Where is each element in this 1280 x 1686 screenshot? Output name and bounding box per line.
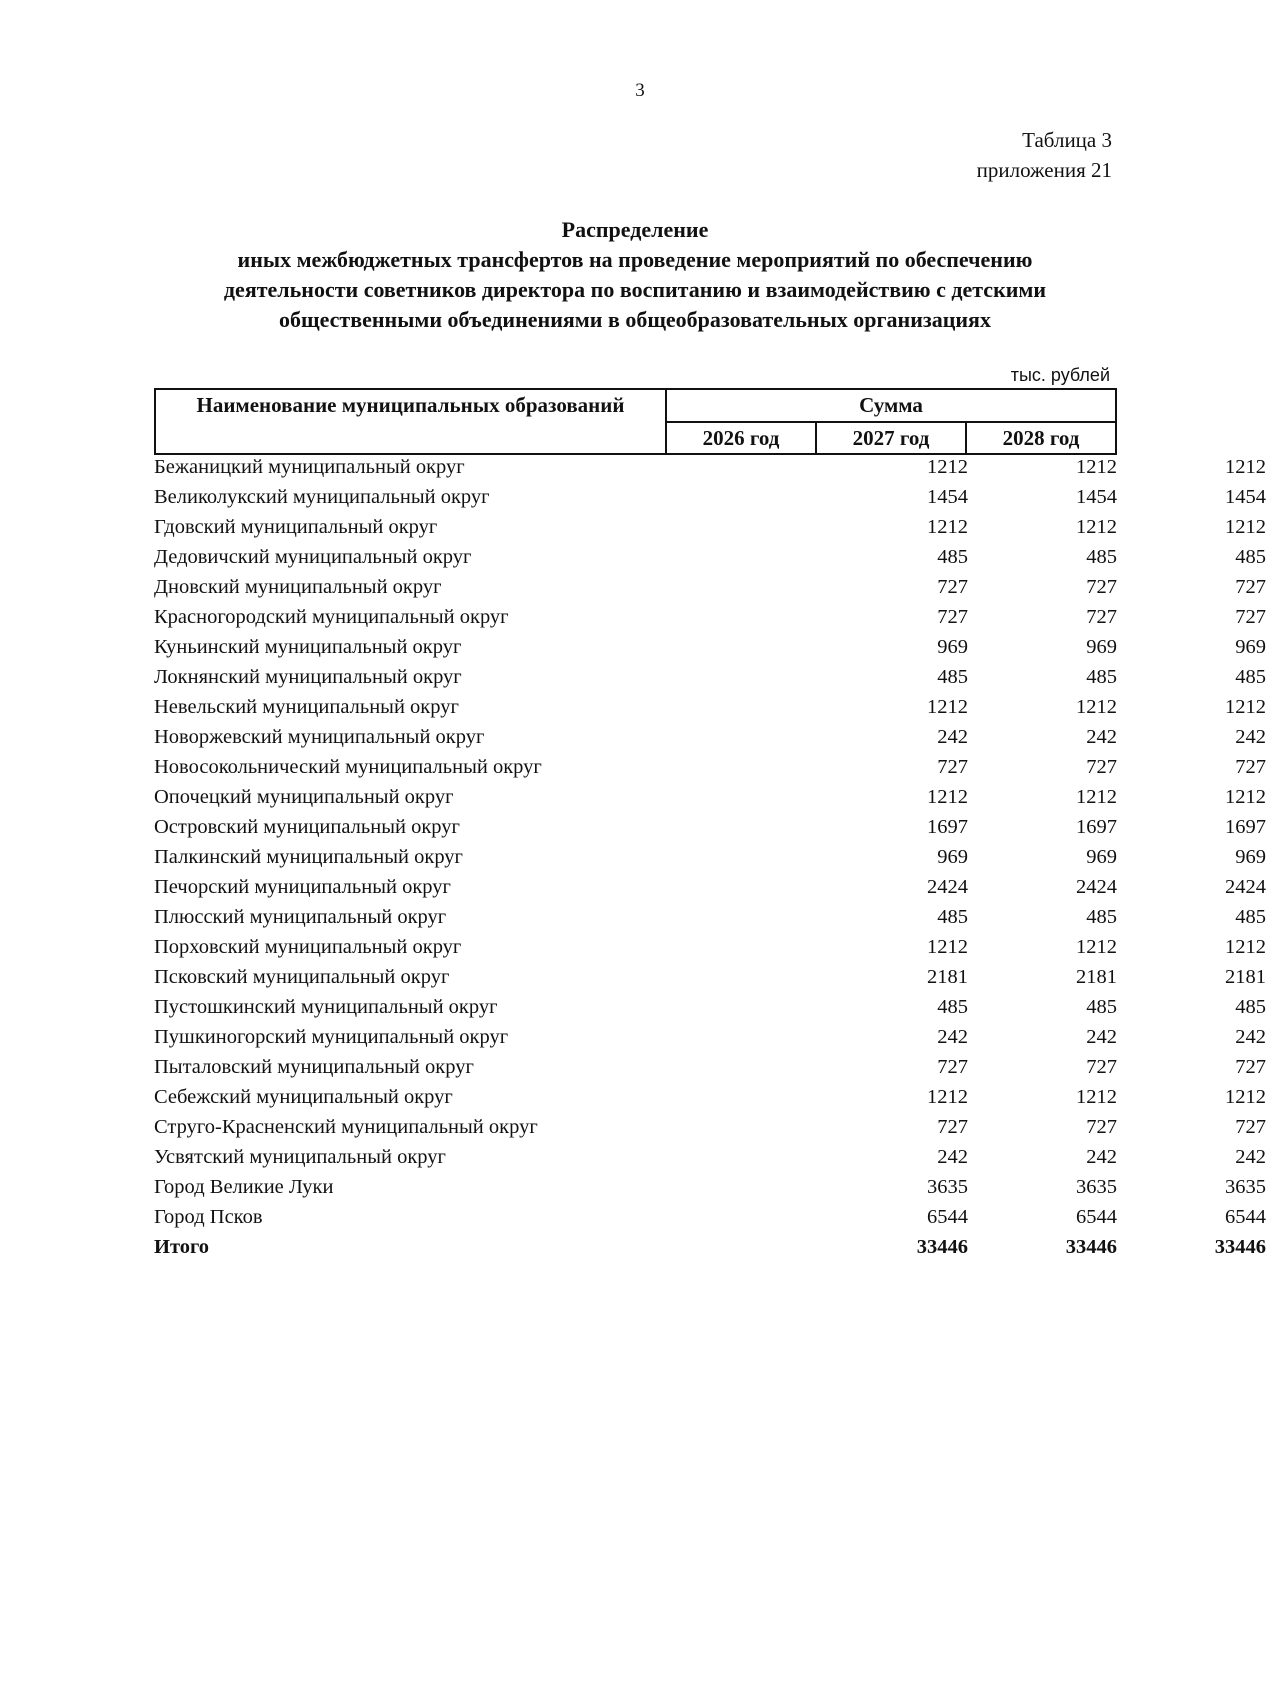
- amount-2028: 1212: [1225, 696, 1266, 718]
- amount-2026: 2181: [927, 966, 968, 988]
- amount-2028: 727: [1235, 576, 1266, 598]
- municipality-name: Дновский муниципальный округ: [154, 576, 442, 598]
- amount-2027: 727: [1086, 576, 1117, 598]
- header-year-2026: 2026 год: [666, 422, 816, 454]
- amount-2026: 727: [937, 1056, 968, 1078]
- amount-2026: 1212: [927, 786, 968, 808]
- amount-2028: 727: [1235, 1056, 1266, 1078]
- municipality-name: Гдовский муниципальный округ: [154, 516, 438, 538]
- amount-2026: 242: [937, 1146, 968, 1168]
- amount-2028: 1212: [1225, 936, 1266, 958]
- municipality-name: Город Великие Луки: [154, 1176, 334, 1198]
- table-row: [154, 962, 1266, 992]
- amount-2027: 1212: [1076, 456, 1117, 478]
- amount-2028: 6544: [1225, 1206, 1266, 1228]
- table-row: [154, 842, 1266, 872]
- header-name-column: Наименование муниципальных образований: [155, 389, 666, 454]
- amount-2026: 2424: [927, 876, 968, 898]
- municipality-name: Куньинский муниципальный округ: [154, 636, 462, 658]
- amount-2027: 3635: [1076, 1176, 1117, 1198]
- municipality-name: Невельский муниципальный округ: [154, 696, 459, 718]
- amount-2027: 1697: [1076, 816, 1117, 838]
- total-label: Итого: [154, 1236, 210, 1258]
- amount-2028: 242: [1235, 1146, 1266, 1168]
- amount-2028: 485: [1235, 666, 1266, 688]
- amount-2028: 242: [1235, 1026, 1266, 1048]
- table-row: [154, 1142, 1266, 1172]
- total-row: [154, 1232, 1266, 1262]
- municipality-name: Город Псков: [154, 1206, 263, 1228]
- amount-2027: 242: [1086, 1026, 1117, 1048]
- appendix-number: приложения 21: [976, 158, 1112, 182]
- municipality-name: Пушкиногорский муниципальный округ: [154, 1026, 509, 1048]
- amount-2026: 1212: [927, 696, 968, 718]
- table-row: [154, 1082, 1266, 1112]
- amount-2028: 3635: [1225, 1176, 1266, 1198]
- amount-2027: 1212: [1076, 1086, 1117, 1108]
- table-row: [154, 752, 1266, 782]
- municipality-name: Усвятский муниципальный округ: [154, 1146, 446, 1168]
- amount-2026: 1697: [927, 816, 968, 838]
- municipality-name: Новоржевский муниципальный округ: [154, 726, 485, 748]
- table-row: [154, 1052, 1266, 1082]
- amount-2026: 242: [937, 1026, 968, 1048]
- amount-2028: 2424: [1225, 876, 1266, 898]
- table-row: [154, 932, 1266, 962]
- amount-2028: 485: [1235, 546, 1266, 568]
- table-row: [154, 1022, 1266, 1052]
- amount-2028: 485: [1235, 996, 1266, 1018]
- title-line-2: иных межбюджетных трансфертов на проведение мероприятий по обеспечению: [237, 247, 1033, 272]
- table-body: [154, 452, 1266, 1262]
- amount-2028: 727: [1235, 1116, 1266, 1138]
- header-year-2027: 2027 год: [816, 422, 966, 454]
- municipality-name: Красногородский муниципальный округ: [154, 606, 509, 628]
- amount-2028: 969: [1235, 846, 1266, 868]
- municipality-name: Опочецкий муниципальный округ: [154, 786, 454, 808]
- amount-2026: 485: [937, 906, 968, 928]
- table-row: [154, 512, 1266, 542]
- amount-2027: 727: [1086, 606, 1117, 628]
- amount-2026: 485: [937, 546, 968, 568]
- amount-2027: 727: [1086, 1056, 1117, 1078]
- municipality-name: Пустошкинский муниципальный округ: [154, 996, 498, 1018]
- table-row: [154, 482, 1266, 512]
- amount-2026: 1212: [927, 936, 968, 958]
- amount-2026: 1454: [927, 486, 968, 508]
- amount-2027: 485: [1086, 546, 1117, 568]
- amount-2027: 6544: [1076, 1206, 1117, 1228]
- amount-2028: 727: [1235, 756, 1266, 778]
- municipality-name: Струго-Красненский муниципальный округ: [154, 1116, 538, 1138]
- municipality-name: Дедовичский муниципальный округ: [154, 546, 472, 568]
- amount-2028: 727: [1235, 606, 1266, 628]
- municipality-name: Плюсский муниципальный округ: [154, 906, 447, 928]
- amount-2028: 485: [1235, 906, 1266, 928]
- municipality-name: Себежский муниципальный округ: [154, 1086, 453, 1108]
- amount-2027: 1212: [1076, 936, 1117, 958]
- amount-2028: 1212: [1225, 1086, 1266, 1108]
- amount-2026: 727: [937, 576, 968, 598]
- amount-2028: 2181: [1225, 966, 1266, 988]
- table-header: [154, 388, 1117, 455]
- table-row: [154, 1172, 1266, 1202]
- amount-2028: 1454: [1225, 486, 1266, 508]
- municipality-name: Великолукский муниципальный округ: [154, 486, 490, 508]
- header-year-2028: 2028 год: [966, 422, 1116, 454]
- amount-2027: 33446: [1065, 1236, 1117, 1258]
- municipality-name: Печорский муниципальный округ: [154, 876, 451, 898]
- table-row: [154, 452, 1266, 482]
- table-row: [154, 632, 1266, 662]
- document-title: [130, 215, 1140, 335]
- amount-2027: 1212: [1076, 696, 1117, 718]
- amount-2026: 1212: [927, 516, 968, 538]
- amount-2027: 1212: [1076, 516, 1117, 538]
- table-row: [154, 812, 1266, 842]
- amount-2028: 1697: [1225, 816, 1266, 838]
- amount-2026: 1212: [927, 1086, 968, 1108]
- amount-2028: 1212: [1225, 456, 1266, 478]
- title-line-3: деятельности советников директора по воспитанию и взаимодействию с детскими: [223, 277, 1047, 302]
- page-number: 3: [635, 80, 645, 101]
- table-number: Таблица 3: [1022, 128, 1112, 152]
- municipality-name: Палкинский муниципальный округ: [154, 846, 463, 868]
- municipality-name: Бежаницкий муниципальный округ: [154, 456, 465, 478]
- amount-2028: 969: [1235, 636, 1266, 658]
- amount-2028: 1212: [1225, 516, 1266, 538]
- municipality-name: Псковский муниципальный округ: [154, 966, 450, 988]
- municipality-name: Новосокольнический муниципальный округ: [154, 756, 542, 778]
- title-line-4: общественными объединениями в общеобразовательных организациях: [279, 307, 991, 332]
- amount-2026: 1212: [927, 456, 968, 478]
- amount-2026: 969: [937, 636, 968, 658]
- table-row: [154, 872, 1266, 902]
- table-row: [154, 722, 1266, 752]
- amount-2026: 242: [937, 726, 968, 748]
- amount-2027: 969: [1086, 846, 1117, 868]
- table-row: [154, 1112, 1266, 1142]
- amount-2026: 727: [937, 606, 968, 628]
- municipality-name: Порховский муниципальный округ: [154, 936, 462, 958]
- amount-2027: 242: [1086, 726, 1117, 748]
- amount-2027: 1212: [1076, 786, 1117, 808]
- table-row: [154, 542, 1266, 572]
- amount-2027: 242: [1086, 1146, 1117, 1168]
- amount-2027: 969: [1086, 636, 1117, 658]
- amount-2026: 969: [937, 846, 968, 868]
- amount-2027: 485: [1086, 996, 1117, 1018]
- amount-2027: 2424: [1076, 876, 1117, 898]
- municipality-name: Локнянский муниципальный округ: [154, 666, 462, 688]
- amount-2026: 727: [937, 756, 968, 778]
- amount-2027: 485: [1086, 906, 1117, 928]
- table-row: [154, 1202, 1266, 1232]
- amount-2027: 727: [1086, 1116, 1117, 1138]
- units-label: тыс. рублей: [1010, 365, 1110, 385]
- amount-2028: 33446: [1214, 1236, 1266, 1258]
- amount-2027: 1454: [1076, 486, 1117, 508]
- amount-2028: 242: [1235, 726, 1266, 748]
- amount-2027: 485: [1086, 666, 1117, 688]
- amount-2028: 1212: [1225, 786, 1266, 808]
- amount-2027: 727: [1086, 756, 1117, 778]
- header-sum-column: Сумма: [666, 389, 1116, 422]
- title-line-1: Распределение: [561, 217, 709, 242]
- table-row: [154, 902, 1266, 932]
- amount-2026: 485: [937, 666, 968, 688]
- table-row: [154, 692, 1266, 722]
- amount-2026: 3635: [927, 1176, 968, 1198]
- amount-2026: 727: [937, 1116, 968, 1138]
- amount-2027: 2181: [1076, 966, 1117, 988]
- amount-2026: 485: [937, 996, 968, 1018]
- table-row: [154, 782, 1266, 812]
- table-row: [154, 602, 1266, 632]
- municipality-name: Пыталовский муниципальный округ: [154, 1056, 474, 1078]
- amount-2026: 6544: [927, 1206, 968, 1228]
- table-reference: [977, 125, 1112, 185]
- table-row: [154, 992, 1266, 1022]
- municipality-name: Островский муниципальный округ: [154, 816, 460, 838]
- table-row: [154, 572, 1266, 602]
- amount-2026: 33446: [916, 1236, 968, 1258]
- table-row: [154, 662, 1266, 692]
